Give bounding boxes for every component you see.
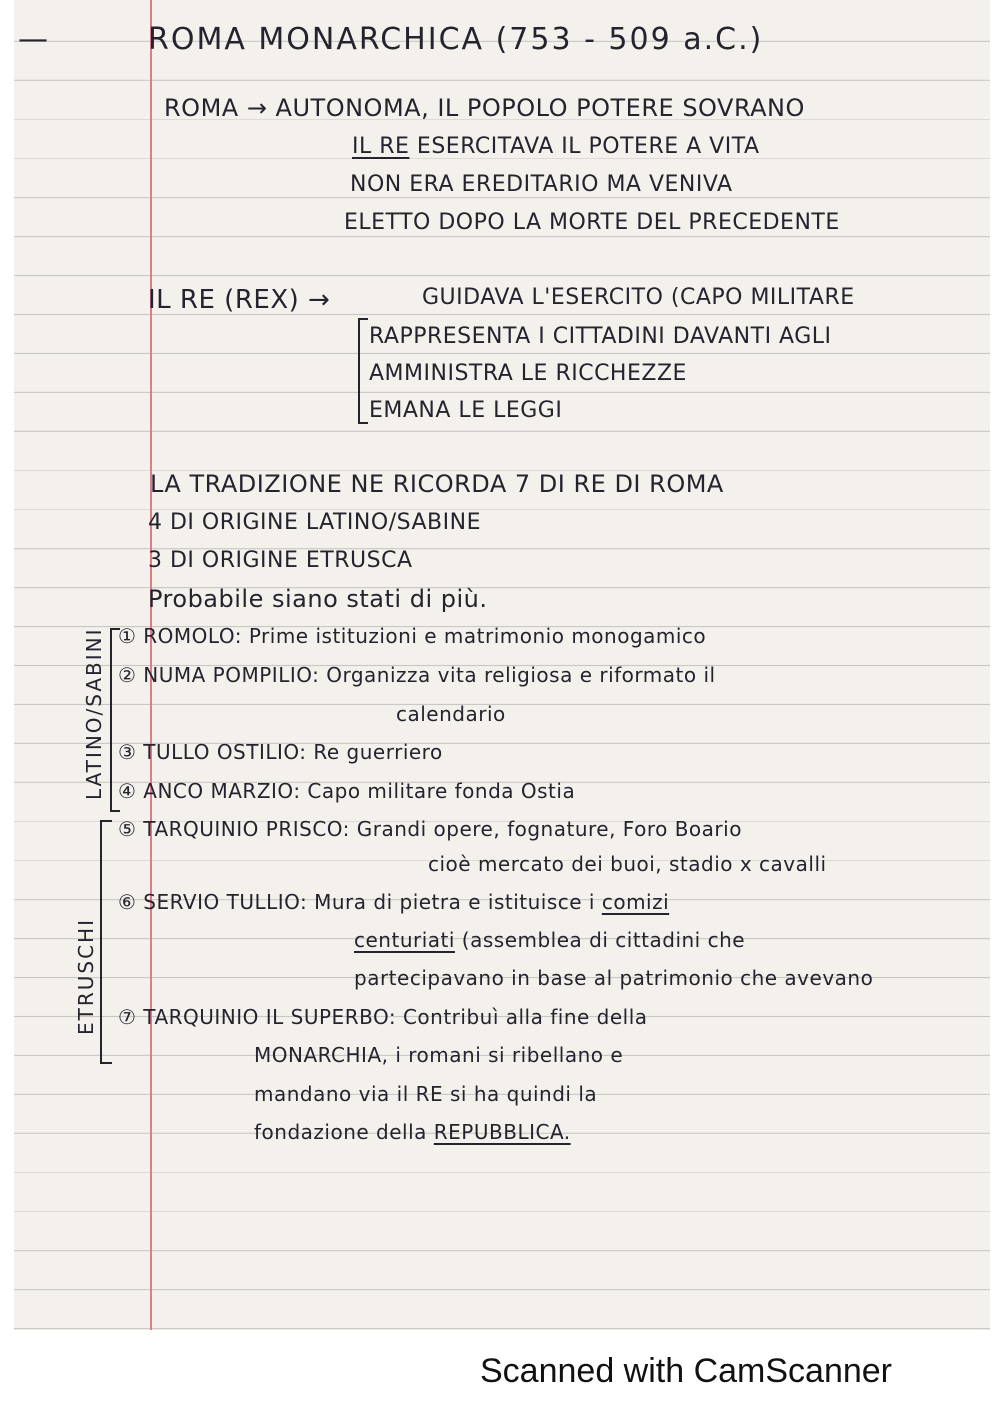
servio-line-2-rest: (assemblea di cittadini che [454,928,746,952]
king-anco: ④ ANCO MARZIO: Capo militare fonda Ostia [118,779,576,803]
intro-line-2 [352,134,760,159]
king-servio-line-2 [354,928,745,952]
tradition-line-3: 3 DI ORIGINE ETRUSCA [148,548,413,573]
repubblica-underlined: REPUBBLICA. [433,1120,571,1144]
intro-line-2-rest: ESERCITAVA IL POTERE A VITA [409,134,760,159]
latino-sabini-label: LATINO/SABINI [82,627,106,800]
page-title: ROMA MONARCHICA (753 - 509 a.C.) [148,22,764,57]
rex-bracket [358,318,368,424]
tradition-line-4: Probabile siano stati di più. [148,585,488,613]
king-servio-line-3: partecipavano in base al patrimonio che avevano [354,966,874,990]
rex-item-1: GUIDAVA L'ESERCITO (CAPO MILITARE [422,285,855,310]
rex-heading: IL RE (REX) → [148,285,331,315]
king-superbo-line-3: mandano via il RE si ha quindi la [254,1082,598,1106]
dash-mark: — [18,22,50,57]
tradition-line-1: LA TRADIZIONE NE RICORDA 7 DI RE DI ROMA [150,470,724,498]
servio-text: ⑥ SERVIO TULLIO: Mura di pietra e istituisce i [118,890,602,914]
centuriati-underlined: centuriati [354,928,455,952]
scanner-watermark: Scanned with CamScanner [480,1352,893,1390]
king-romolo: ① ROMOLO: Prime istituzioni e matrimonio monogamico [118,624,707,648]
king-servio-line-1 [118,890,669,914]
king-superbo-line-2: MONARCHIA, i romani si ribellano e [254,1043,624,1067]
king-superbo-line-1: ⑦ TARQUINIO IL SUPERBO: Contribuì alla fine della [118,1005,648,1029]
king-tullo: ③ TULLO OSTILIO: Re guerriero [118,740,443,764]
il-re-underlined: IL RE [352,134,410,159]
king-tarquinio-prisco-line-2: cioè mercato dei buoi, stadio x cavalli [428,852,827,876]
king-superbo-line-4 [254,1120,571,1144]
rex-item-4: EMANA LE LEGGI [369,398,563,423]
etruschi-bracket [100,820,112,1064]
etruschi-label: ETRUSCHI [74,918,98,1035]
comizi-underlined: comizi [601,890,670,914]
king-tarquinio-prisco-line-1: ⑤ TARQUINIO PRISCO: Grandi opere, fognature, Foro Boario [118,817,742,841]
notebook-page [14,0,990,1330]
intro-line-3: NON ERA EREDITARIO MA VENIVA [350,172,733,197]
intro-line-1: ROMA → AUTONOMA, IL POPOLO POTERE SOVRANO [164,94,805,122]
king-numa-line-1: ② NUMA POMPILIO: Organizza vita religiosa e riformato il [118,663,716,687]
tradition-line-2: 4 DI ORIGINE LATINO/SABINE [148,510,481,535]
intro-line-4: ELETTO DOPO LA MORTE DEL PRECEDENTE [344,210,840,235]
rex-item-2: RAPPRESENTA I CITTADINI DAVANTI AGLI [369,324,832,349]
king-numa-line-2: calendario [396,702,506,726]
fondazione-text: fondazione della [254,1120,434,1144]
rex-item-3: AMMINISTRA LE RICCHEZZE [369,361,687,386]
